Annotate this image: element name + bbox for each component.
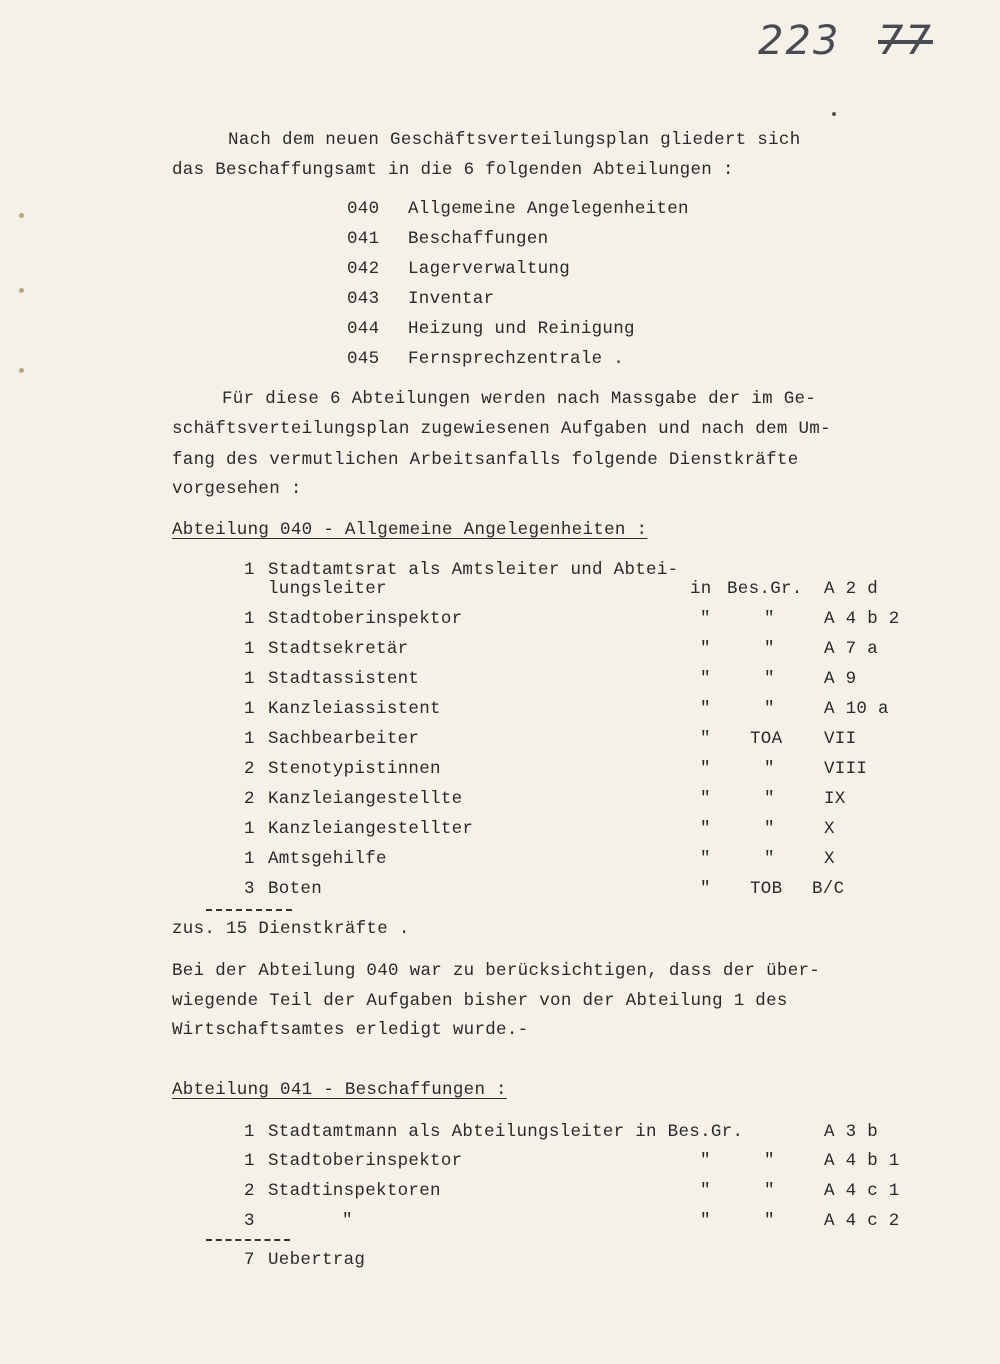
grade-prefix: in [690,579,712,599]
department-code: 041 [347,229,380,249]
ditto-mark: " [764,849,775,869]
department-code: 045 [347,349,380,369]
staff-title: Stadtoberinspektor [268,609,463,629]
staff-count: 1 [244,609,255,629]
note-line: Wirtschaftsamtes erledigt wurde.- [172,1020,529,1040]
ditto-mark: " [700,669,711,689]
ditto-mark: " [764,669,775,689]
pay-grade: A 4 b 1 [824,1151,900,1171]
staff-title: Kanzleiangestellter [268,819,474,839]
tariff-group: TOA [750,729,783,749]
staff-title: Boten [268,879,323,899]
department-code: 044 [347,319,380,339]
pay-grade: A 9 [824,669,857,689]
pay-grade: A 3 b [824,1122,879,1142]
pay-grade: A 4 c 1 [824,1181,900,1201]
tariff-group: TOB [750,879,783,899]
pay-grade: A 4 b 2 [824,609,900,629]
ditto-mark: " [700,639,711,659]
staff-title: Kanzleiangestellte [268,789,463,809]
staff-count: 1 [244,819,255,839]
staff-count: 1 [244,849,255,869]
ditto-mark: " [764,1151,775,1171]
total-rule [206,909,292,911]
handwritten-folio-number: 223 [758,18,841,64]
pay-grade: X [824,819,835,839]
ditto-mark: " [764,639,775,659]
department-name: Heizung und Reinigung [408,319,635,339]
ditto-mark: " [700,729,711,749]
department-name: Lagerverwaltung [408,259,571,279]
paragraph-line: vorgesehen : [172,479,302,499]
ditto-mark: " [342,1211,353,1231]
carry-count: 7 [244,1250,255,1270]
staff-title: Sachbearbeiter [268,729,420,749]
note-line: wiegende Teil der Aufgaben bisher von der Abteilung 1 des [172,991,788,1011]
ditto-mark: " [700,759,711,779]
handwritten-old-folio-number: 77 [878,18,933,64]
ditto-mark: " [764,789,775,809]
ink-dot [832,112,836,116]
ditto-mark: " [764,819,775,839]
staff-count: 1 [244,560,255,580]
punch-hole-mark [19,368,24,373]
punch-hole-mark [19,213,24,218]
ditto-mark: " [764,1211,775,1231]
staff-count: 2 [244,1181,255,1201]
ditto-mark: " [700,879,711,899]
ditto-mark: " [764,1181,775,1201]
intro-line: Nach dem neuen Geschäftsverteilungsplan gliedert sich [228,130,801,150]
staff-title: Stenotypistinnen [268,759,441,779]
carry-rule [206,1239,290,1241]
pay-grade: B/C [812,879,845,899]
paragraph-line: schäftsverteilungsplan zugewiesenen Aufgaben und nach dem Um- [172,419,831,439]
staff-count: 2 [244,759,255,779]
ditto-mark: " [700,699,711,719]
section-heading-041: Abteilung 041 - Beschaffungen : [172,1080,507,1100]
staff-title: Stadtamtmann als Abteilungsleiter in Bes.Gr. [268,1122,744,1142]
pay-grade: A 7 a [824,639,879,659]
staff-title: Kanzleiassistent [268,699,441,719]
paragraph-line: Für diese 6 Abteilungen werden nach Massgabe der im Ge- [222,389,817,409]
staff-title: Stadtsekretär [268,639,409,659]
ditto-mark: " [764,699,775,719]
department-name: Allgemeine Angelegenheiten [408,199,689,219]
ditto-mark: " [764,609,775,629]
department-code: 040 [347,199,380,219]
staff-title: Stadtassistent [268,669,420,689]
pay-grade: VIII [824,759,868,779]
staff-title-continued: lungsleiter [268,579,387,599]
staff-count: 1 [244,1122,255,1142]
staff-count: 1 [244,669,255,689]
note-line: Bei der Abteilung 040 war zu berücksichtigen, dass der über- [172,961,821,981]
ditto-mark: " [700,789,711,809]
ditto-mark: " [764,759,775,779]
staff-title: Stadtinspektoren [268,1181,441,1201]
ditto-mark: " [700,609,711,629]
section-heading-040: Abteilung 040 - Allgemeine Angelegenheiten : [172,520,648,540]
paragraph-line: fang des vermutlichen Arbeitsanfalls folgende Dienstkräfte [172,450,799,470]
department-code: 042 [347,259,380,279]
punch-hole-mark [19,288,24,293]
pay-grade: X [824,849,835,869]
intro-line: das Beschaffungsamt in die 6 folgenden Abteilungen : [172,160,734,180]
ditto-mark: " [700,1151,711,1171]
department-code: 043 [347,289,380,309]
staff-count: 1 [244,639,255,659]
staff-count: 2 [244,789,255,809]
staff-title: Amtsgehilfe [268,849,387,869]
staff-count: 3 [244,1211,255,1231]
pay-grade: A 10 a [824,699,889,719]
department-name: Fernsprechzentrale . [408,349,625,369]
department-name: Beschaffungen [408,229,549,249]
pay-grade: IX [824,789,846,809]
staff-count: 3 [244,879,255,899]
department-name: Inventar [408,289,495,309]
ditto-mark: " [700,849,711,869]
pay-grade: A 2 d [824,579,879,599]
grade-group-label: Bes.Gr. [727,579,803,599]
staff-count: 1 [244,1151,255,1171]
staff-count: 1 [244,729,255,749]
section-total: zus. 15 Dienstkräfte . [172,919,410,939]
pay-grade: A 4 c 2 [824,1211,900,1231]
staff-title: Stadtamtsrat als Amtsleiter und Abtei- [268,560,679,580]
ditto-mark: " [700,819,711,839]
pay-grade: VII [824,729,857,749]
ditto-mark: " [700,1211,711,1231]
ditto-mark: " [700,1181,711,1201]
staff-title: Stadtoberinspektor [268,1151,463,1171]
carry-label: Uebertrag [268,1250,366,1270]
staff-count: 1 [244,699,255,719]
